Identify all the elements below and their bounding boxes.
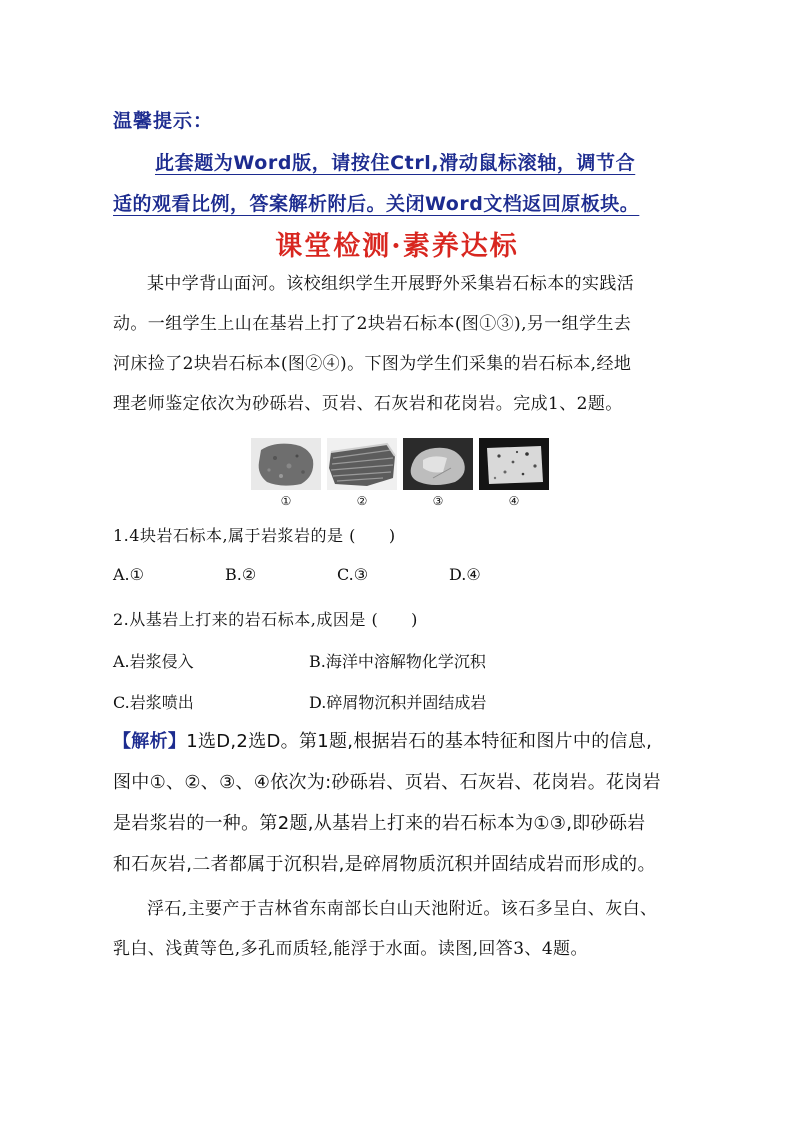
analysis-block [113, 721, 695, 885]
analysis-line-3: 是岩浆岩的一种。第2题,从基岩上打来的岩石标本为①③,即砂砾岩 [113, 813, 646, 834]
tip-line-2: 适的观看比例，答案解析附后。关闭Word文档返回原板块。 [113, 193, 640, 215]
section-title: 课堂检测·素养达标 [275, 231, 519, 262]
analysis-line-4: 和石灰岩,二者都属于沉积岩,是碎屑物质沉积并固结成岩而形成的。 [113, 854, 656, 875]
rock-specimen-1-image [251, 438, 321, 490]
question-1-stem: 1.4块岩石标本,属于岩浆岩的是 ( ) [113, 526, 396, 545]
question-2-option-b: B.海洋中溶解物化学沉积 [309, 652, 486, 671]
question-2-stem: 2.从基岩上打来的岩石标本,成因是 ( ) [113, 610, 418, 629]
analysis-line-2: 图中①、②、③、④依次为:砂砾岩、页岩、石灰岩、花岗岩。花岗岩 [113, 772, 661, 793]
analysis-line-1-text: 1选D,2选D。第1题,根据岩石的基本特征和图片中的信息, [186, 731, 653, 752]
rock-specimens-figure [251, 438, 551, 508]
passage-1-line-3: 河床捡了2块岩石标本(图②④)。下图为学生们采集的岩石标本,经地 [113, 354, 632, 374]
question-1-option-b: B.② [225, 565, 257, 584]
passage-1-line-4: 理老师鉴定依次为砂砾岩、页岩、石灰岩和花岗岩。完成1、2题。 [113, 394, 623, 414]
passage-2-line-2: 乳白、浅黄等色,多孔而质轻,能浮于水面。读图,回答3、4题。 [113, 939, 588, 959]
question-1-option-d: D.④ [449, 565, 481, 584]
rock-label-2: ② [356, 494, 368, 508]
question-2-option-a: A.岩浆侵入 [113, 652, 194, 671]
question-2-option-c: C.岩浆喷出 [113, 693, 194, 712]
passage-1-line-2: 动。一组学生上山在基岩上打了2块岩石标本(图①③),另一组学生去 [113, 314, 632, 334]
question-2-option-d: D.碎屑物沉积并固结成岩 [309, 693, 487, 712]
tip-line-1: 此套题为Word版，请按住Ctrl,滑动鼠标滚轴，调节合 [155, 152, 636, 174]
analysis-tag: 【解析】 [113, 731, 187, 752]
passage-2-line-1: 浮石,主要产于吉林省东南部长白山天池附近。该石多呈白、灰白、 [147, 899, 658, 919]
passage-2 [113, 889, 693, 969]
rock-specimen-4-image [479, 438, 549, 490]
rock-label-4: ④ [508, 494, 520, 508]
rock-label-3: ③ [432, 494, 444, 508]
question-1-option-a: A.① [113, 565, 144, 584]
question-1-option-c: C.③ [337, 565, 369, 584]
tip-title: 温馨提示： [113, 110, 214, 132]
rock-specimen-2-image [327, 438, 397, 490]
rock-label-1: ① [280, 494, 292, 508]
passage-1 [113, 264, 693, 424]
analysis-line-1 [113, 721, 695, 762]
rock-specimen-3-image [403, 438, 473, 490]
passage-1-line-1: 某中学背山面河。该校组织学生开展野外采集岩石标本的实践活 [147, 274, 635, 294]
